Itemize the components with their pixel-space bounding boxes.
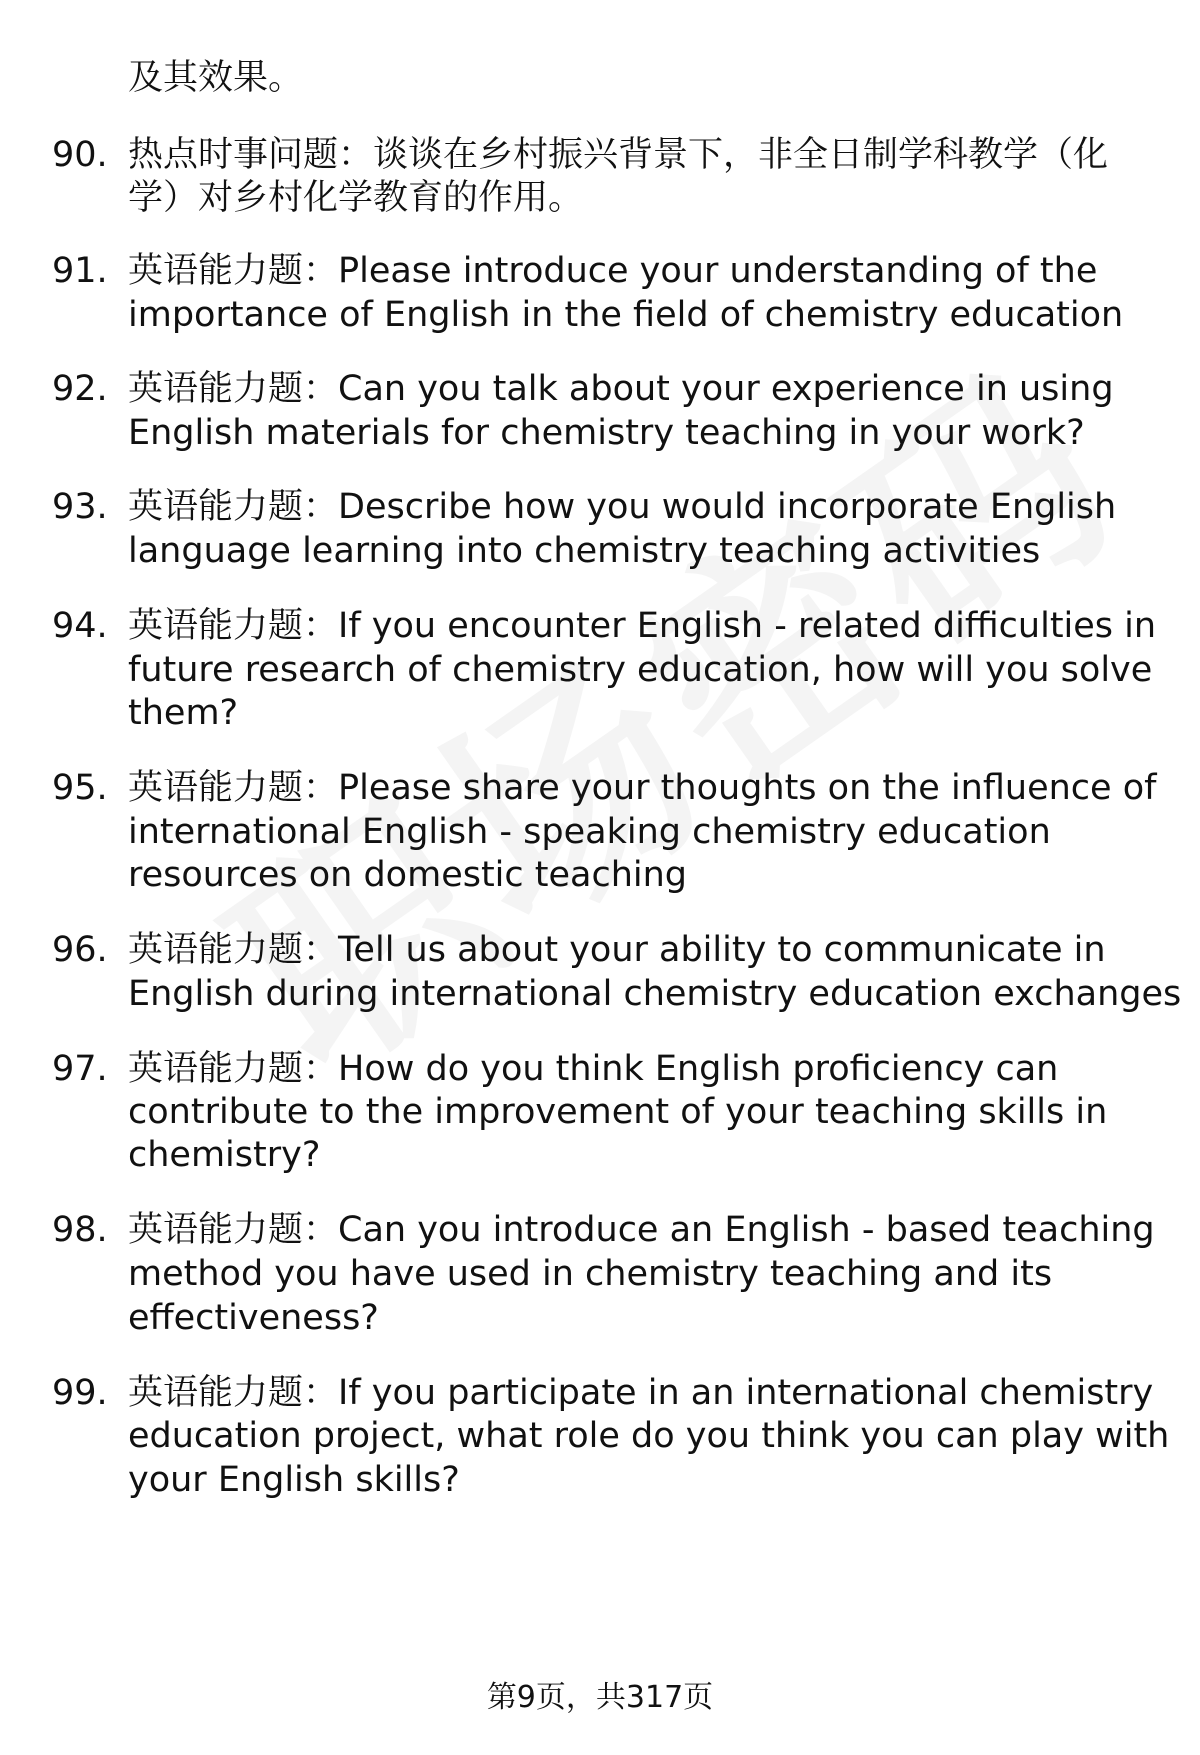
question-line: international English - speaking chemistry education [128, 812, 1051, 852]
question-number: 98. [52, 1210, 108, 1250]
intro-tail-text: 及其效果。 [128, 58, 304, 98]
question-line: importance of English in the field of chemistry education [128, 295, 1124, 335]
question-line: 英语能力题：How do you think English proficiency can [128, 1049, 1059, 1089]
question-line: your English skills? [128, 1460, 460, 1500]
question-number: 94. [52, 606, 108, 646]
question-line: 英语能力题：Describe how you would incorporate English [128, 487, 1117, 527]
question-line: effectiveness? [128, 1298, 379, 1338]
question-line: 英语能力题：Can you talk about your experience in using [128, 369, 1114, 409]
question-line: 英语能力题：Please introduce your understanding of the [128, 251, 1098, 291]
question-line: language learning into chemistry teaching activities [128, 531, 1041, 571]
question-number: 95. [52, 768, 108, 808]
question-number: 99. [52, 1373, 108, 1413]
question-number: 92. [52, 369, 108, 409]
question-line: resources on domestic teaching [128, 855, 688, 895]
question-number: 93. [52, 487, 108, 527]
question-line: 学）对乡村化学教育的作用。 [128, 178, 584, 218]
question-line: 热点时事问题：谈谈在乡村振兴背景下，非全日制学科教学（化 [128, 135, 1109, 175]
question-line: them? [128, 693, 239, 733]
page-footer: 第9页，共317页 [486, 1680, 714, 1715]
question-line: contribute to the improvement of your teaching skills in [128, 1092, 1108, 1132]
question-line: method you have used in chemistry teaching and its [128, 1254, 1053, 1294]
question-line: English materials for chemistry teaching in your work? [128, 413, 1085, 453]
question-line: 英语能力题：Can you introduce an English - based teaching [128, 1210, 1155, 1250]
question-line: chemistry? [128, 1135, 321, 1175]
question-line: 英语能力题：Please share your thoughts on the influence of [128, 768, 1157, 808]
question-number: 97. [52, 1049, 108, 1089]
question-line: 英语能力题：Tell us about your ability to communicate in [128, 930, 1106, 970]
question-number: 90. [52, 135, 108, 175]
question-line: 英语能力题：If you encounter English - related difficulties in [128, 606, 1157, 646]
question-line: future research of chemistry education, how will you solve [128, 650, 1153, 690]
question-line: 英语能力题：If you participate in an international chemistry [128, 1373, 1154, 1413]
question-number: 96. [52, 930, 108, 970]
question-line: English during international chemistry education exchanges [128, 974, 1182, 1014]
question-number: 91. [52, 251, 108, 291]
question-line: education project, what role do you think you can play with [128, 1416, 1170, 1456]
